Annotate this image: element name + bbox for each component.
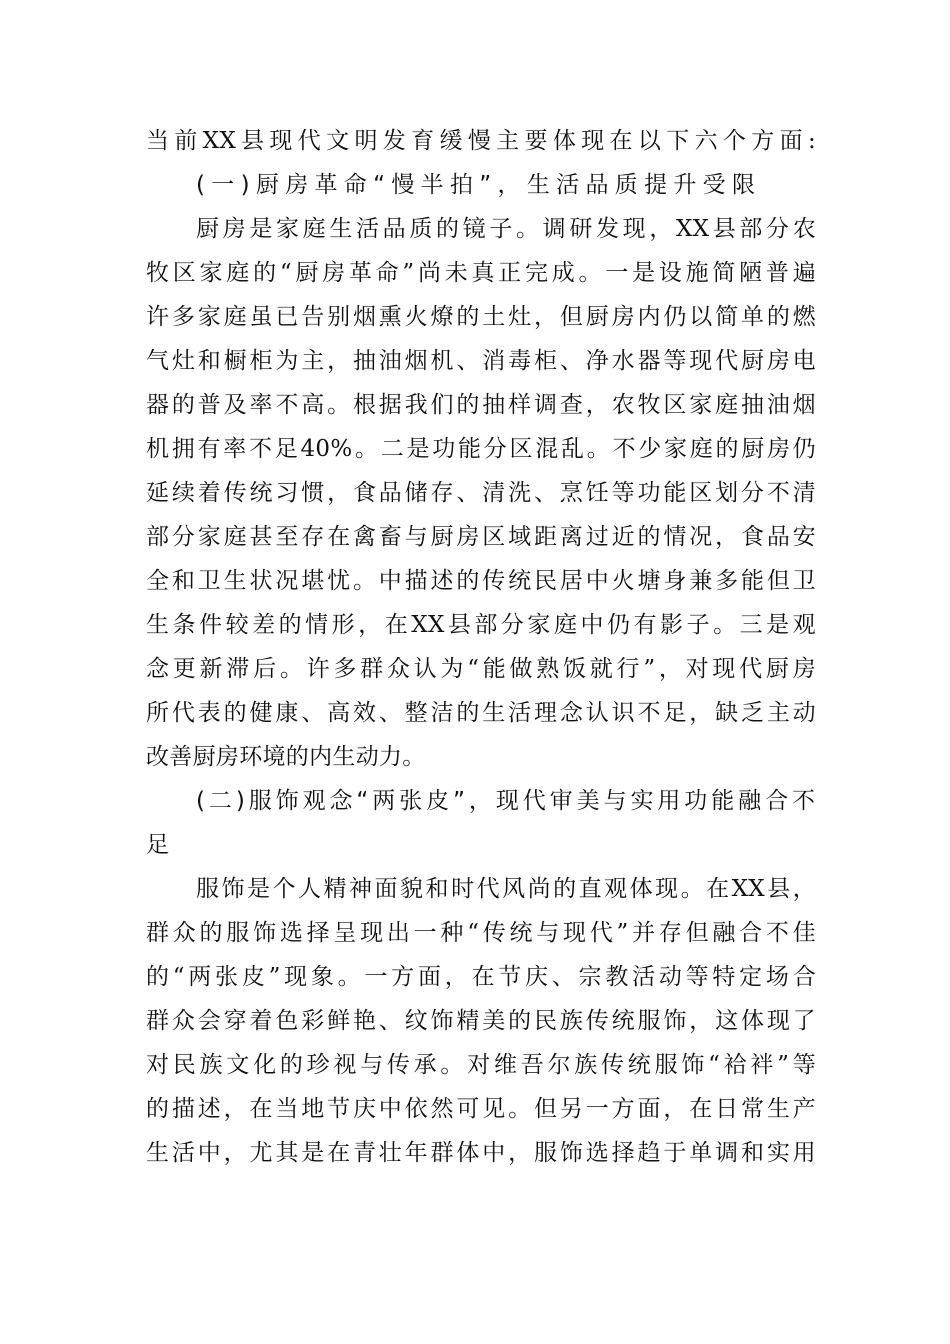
section-heading-2-continuation: 足 <box>146 832 170 858</box>
paragraph-line: 许多家庭虽已告别烟熏火燎的土灶，但厨房内仍以简单的燃 <box>146 304 816 330</box>
paragraph-line: 的“两张皮”现象。一方面，在节庆、宗教活动等特定场合 <box>146 964 816 990</box>
section-heading-1: (一)厨房革命“慢半拍”，生活品质提升受限 <box>196 172 756 198</box>
paragraph-line: 厨房是家庭生活品质的镜子。调研发现，XX县部分农 <box>196 216 816 242</box>
paragraph-line: 气灶和橱柜为主，抽油烟机、消毒柜、净水器等现代厨房电 <box>146 348 816 374</box>
paragraph-line: 生活中，尤其是在青壮年群体中，服饰选择趋于单调和实用 <box>146 1140 816 1166</box>
paragraph-line: 群众会穿着色彩鲜艳、纹饰精美的民族传统服饰，这体现了 <box>146 1008 816 1034</box>
paragraph-line: 延续着传统习惯，食品储存、清洗、烹饪等功能区划分不清 <box>146 480 816 506</box>
paragraph-line: 器的普及率不高。根据我们的抽样调查，农牧区家庭抽油烟 <box>146 392 816 418</box>
paragraph-line: 所代表的健康、高效、整洁的生活理念认识不足，缺乏主动 <box>146 700 816 726</box>
paragraph-line: 服饰是个人精神面貌和时代风尚的直观体现。在XX县， <box>196 876 816 902</box>
paragraph-line: 牧区家庭的“厨房革命”尚未真正完成。一是设施简陋普遍 <box>146 260 816 286</box>
paragraph-line: 群众的服饰选择呈现出一种“传统与现代”并存但融合不佳 <box>146 920 816 946</box>
paragraph-line: 机拥有率不足40%。二是功能分区混乱。不少家庭的厨房仍 <box>146 436 816 462</box>
paragraph-line: 对民族文化的珍视与传承。对维吾尔族传统服饰“袷袢”等 <box>146 1052 816 1078</box>
paragraph-line: 全和卫生状况堪忧。中描述的传统民居中火塘身兼多能但卫 <box>146 568 816 594</box>
section-heading-2: (二)服饰观念“两张皮”，现代审美与实用功能融合不 <box>196 788 816 814</box>
intro-line: 当前XX县现代文明发育缓慢主要体现在以下六个方面: <box>146 128 816 154</box>
paragraph-line-last: 改善厨房环境的内生动力。 <box>146 744 426 770</box>
paragraph-line: 念更新滞后。许多群众认为“能做熟饭就行”，对现代厨房 <box>146 656 816 682</box>
paragraph-line: 生条件较差的情形，在XX县部分家庭中仍有影子。三是观 <box>146 612 816 638</box>
paragraph-line: 部分家庭甚至存在禽畜与厨房区域距离过近的情况，食品安 <box>146 524 816 550</box>
paragraph-line: 的描述，在当地节庆中依然可见。但另一方面，在日常生产 <box>146 1096 816 1122</box>
